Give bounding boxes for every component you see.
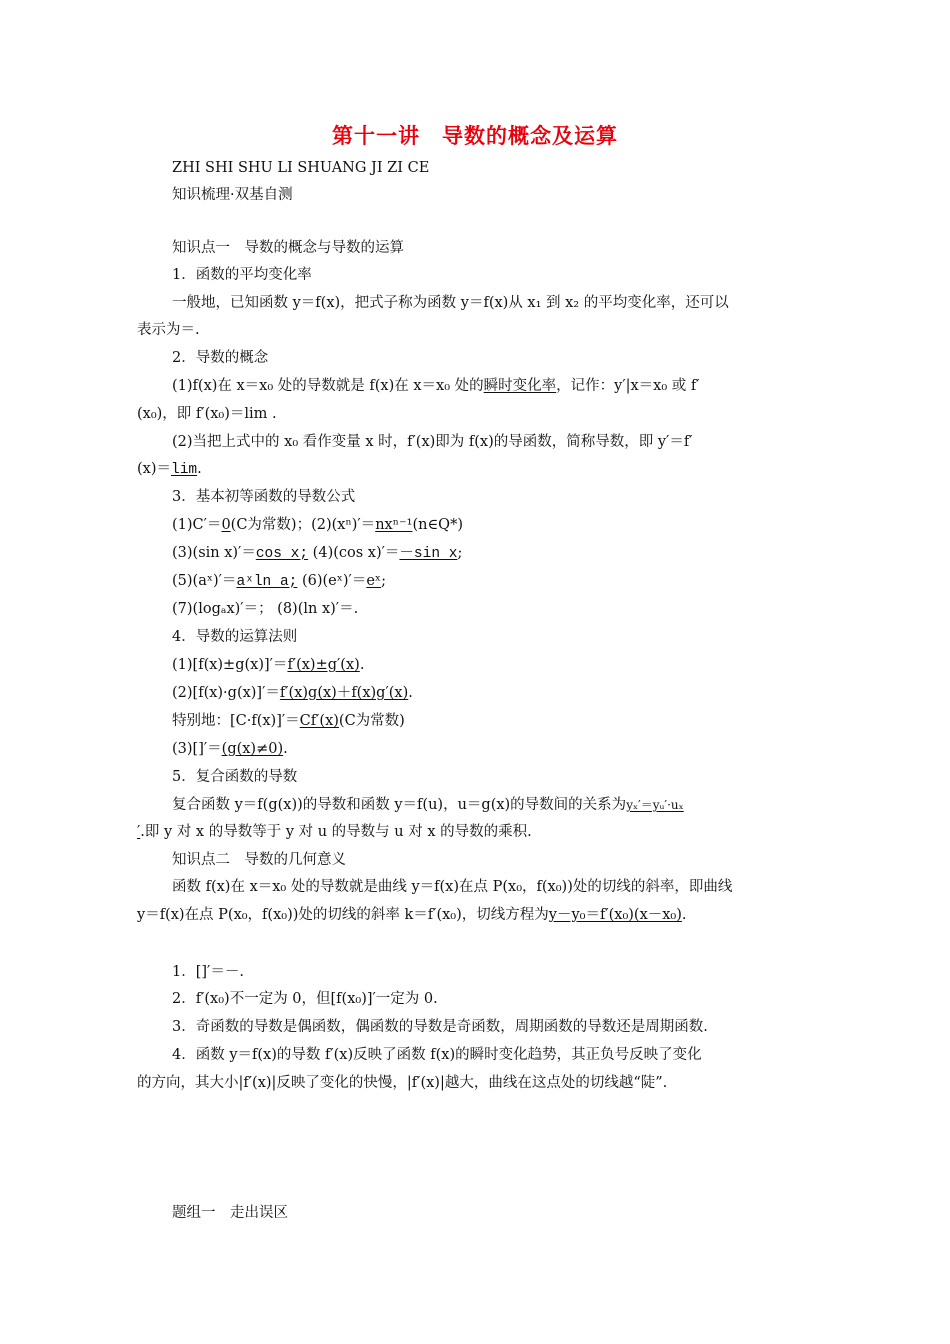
kp1-s1-line1: 一般地，已知函数 y＝f(x)，把式子称为函数 y＝f(x)从 x₁ 到 x₂ 的平均变化率，还可以 — [172, 295, 729, 311]
group-title: 题组一 走出误区 — [172, 1205, 288, 1221]
answer-blank: yₓ′＝yᵤ′·uₓ — [626, 798, 684, 812]
note-1: 1．[]′＝－. — [172, 964, 244, 980]
kp1-s5-line1: 复合函数 y＝f(g(x))的导数和函数 y＝f(u)，u＝g(x)的导数间的关系为yₓ′＝yᵤ′·uₓ — [172, 797, 684, 813]
kp1-s3-line4: (7)(logₐx)′＝； (8)(ln x)′＝. — [172, 601, 359, 617]
kp1-s4-line2: (2)[f(x)·g(x)]′＝f′(x)g(x)＋f(x)g′(x). — [172, 685, 413, 701]
kp1-s3-title: 3．基本初等函数的导数公式 — [172, 489, 356, 505]
answer-blank: ′ — [137, 824, 141, 840]
kp2-title: 知识点二 导数的几何意义 — [172, 852, 346, 868]
kp1-s4-line1: (1)[f(x)±g(x)]′＝f′(x)±g′(x). — [172, 657, 365, 673]
kp1-s3-line1: (1)C′＝0(C为常数)；(2)(xⁿ)′＝nxⁿ⁻¹(n∈Q*) — [172, 517, 463, 533]
note-3: 3．奇函数的导数是偶函数，偶函数的导数是奇函数，周期函数的导数还是周期函数. — [172, 1019, 708, 1035]
answer-blank: f′(x)g(x)＋f(x)g′(x) — [279, 685, 409, 701]
kp1-s5-title: 5．复合函数的导数 — [172, 769, 298, 785]
answer-blank: y－y₀＝f′(x₀)(x－x₀) — [548, 907, 682, 923]
answer-blank: 0 — [221, 517, 231, 533]
section-header: 知识梳理·双基自测 — [172, 187, 293, 203]
answer-blank: 瞬时变化率 — [483, 378, 557, 394]
kp2-line1: 函数 f(x)在 x＝x₀ 处的导数就是曲线 y＝f(x)在点 P(x₀，f(x₀))处的切线的斜率，即曲线 — [172, 879, 733, 895]
answer-blank: f′(x)±g′(x) — [287, 657, 360, 673]
kp1-s4-title: 4．导数的运算法则 — [172, 629, 298, 645]
answer-blank: nxⁿ⁻¹ — [375, 517, 413, 533]
kp1-s5-line2: ′.即 y 对 x 的导数等于 y 对 u 的导数与 u 对 x 的导数的乘积. — [137, 824, 532, 840]
kp1-s2-p1-line1: (1)f(x)在 x＝x₀ 处的导数就是 f(x)在 x＝x₀ 处的瞬时变化率，记作：y′|x＝x₀ 或 f′ — [172, 378, 700, 394]
kp1-s2-p2-line2: (x)＝lim. — [137, 461, 202, 478]
kp1-s2-p1-line2: (x₀)，即 f′(x₀)＝lim . — [137, 406, 277, 422]
answer-blank: lim — [171, 462, 198, 478]
kp1-s2-title: 2．导数的概念 — [172, 350, 269, 366]
kp1-s1-title: 1．函数的平均变化率 — [172, 267, 312, 283]
note-2: 2．f′(x₀)不一定为 0，但[f(x₀)]′一定为 0. — [172, 991, 438, 1007]
answer-blank: (g(x)≠0) — [221, 741, 284, 757]
kp1-title: 知识点一 导数的概念与导数的运算 — [172, 240, 404, 256]
note-4-line1: 4．函数 y＝f(x)的导数 f′(x)反映了函数 f(x)的瞬时变化趋势，其正负号反映了变化 — [172, 1047, 702, 1063]
kp1-s4-line4: (3)[]′＝(g(x)≠0). — [172, 741, 288, 757]
kp1-s2-p2-line1: (2)当把上式中的 x₀ 看作变量 x 时，f′(x)即为 f(x)的导函数，简称导数，即 y′＝f′ — [172, 434, 693, 450]
answer-blank: eˣ — [366, 573, 382, 589]
kp2-line2: y＝f(x)在点 P(x₀，f(x₀))处的切线的斜率 k＝f′(x₀)，切线方程为y－y₀＝f′(x₀)(x－x₀). — [137, 907, 687, 923]
note-4-line2: 的方向，其大小|f′(x)|反映了变化的快慢，|f′(x)|越大，曲线在这点处的切线越“陡”. — [137, 1075, 668, 1091]
pinyin-heading: ZHI SHI SHU LI SHUANG JI ZI CE — [172, 160, 430, 176]
answer-blank: －sin x — [399, 546, 458, 562]
kp1-s4-line3: 特别地：[C·f(x)]′＝Cf′(x)(C为常数) — [172, 713, 405, 729]
kp1-s1-line2: 表示为＝. — [137, 322, 200, 338]
lecture-title: 第十一讲 导数的概念及运算 — [332, 124, 618, 148]
kp1-s3-line2: (3)(sin x)′＝cos x; (4)(cos x)′＝－sin x; — [172, 545, 463, 562]
answer-blank: Cf′(x) — [299, 713, 339, 729]
kp1-s3-line3: (5)(aˣ)′＝aˣln a; (6)(eˣ)′＝eˣ; — [172, 573, 386, 590]
answer-blank: aˣln a; — [236, 574, 298, 590]
answer-blank: cos x; — [255, 546, 309, 562]
